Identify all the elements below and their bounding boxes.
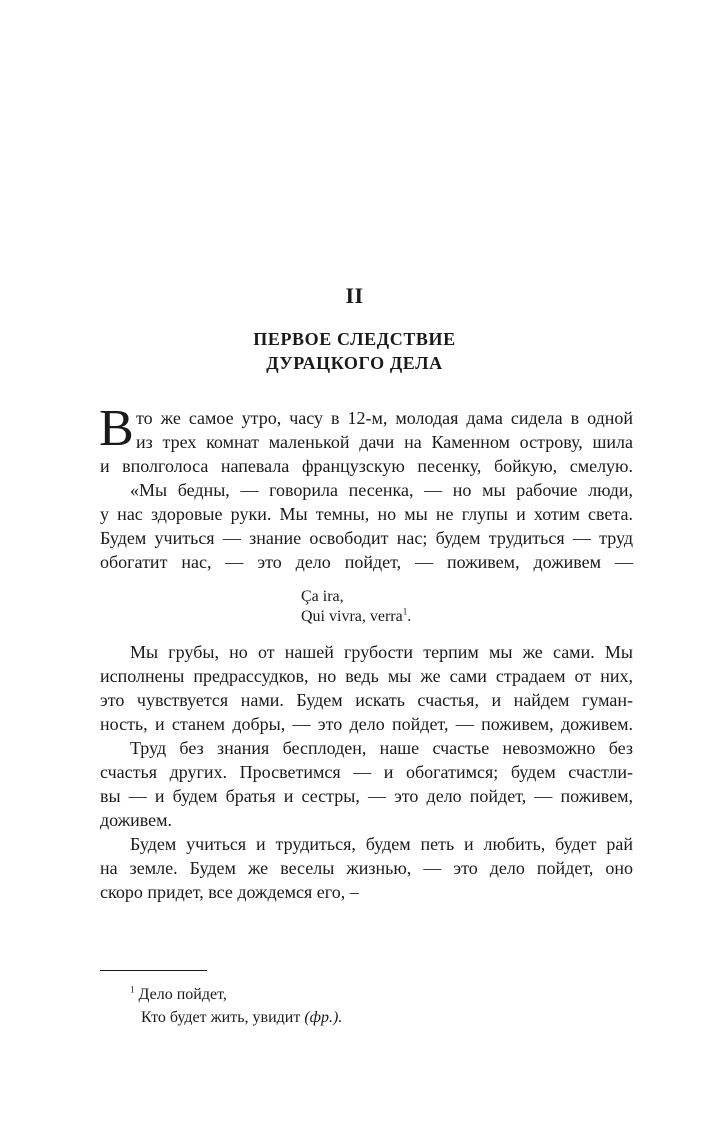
text-line: это чувствуется нами. Будем искать счастья, и найдем гуман- (100, 690, 633, 710)
text-line: то же самое утро, часу в 12-м, молодая дама сидела в одной (136, 408, 633, 428)
footnote-divider (100, 970, 207, 971)
text-line: на земле. Будем же веселы жизнью, — это дело пойдет, оно (100, 858, 633, 878)
text-line: скоро придет, все дождемся его, – (100, 882, 359, 902)
text-line: ность, и станем добры, — это дело пойдет, — поживем, доживем. (100, 714, 633, 734)
text-line: исполнены предрассудков, но ведь мы же сами страдаем от них, (100, 666, 633, 686)
footnote-line-2 (141, 1008, 342, 1028)
text-line: обогатит нас, — это дело пойдет, — поживем, доживем — (100, 552, 633, 572)
text-line: Будем учиться — знание освободит нас; будем трудиться — труд (100, 528, 633, 548)
text-line: у нас здоровые руки. Мы темны, но мы не глупы и хотим света. (100, 504, 633, 524)
text-line: из трех комнат маленькой дачи на Каменном острову, шила (136, 432, 633, 452)
footnote-mark: 1 (130, 984, 135, 995)
verse-line-2 (301, 607, 411, 627)
footnote-reference: 1 (402, 606, 408, 617)
footnote-line-1 (130, 985, 227, 1005)
text-line: «Мы бедны, — говорила песенка, — но мы рабочие люди, (130, 480, 633, 500)
chapter-number: II (345, 283, 364, 308)
text-line: Будем учиться и трудиться, будем петь и любить, будет рай (130, 834, 633, 854)
chapter-title-line-1: ПЕРВОЕ СЛЕДСТВИЕ (253, 329, 456, 349)
text-line: Труд без знания бесплоден, наше счастье невозможно без (130, 738, 633, 758)
text-line: вы — и будем братья и сестры, — это дело пойдет, — поживем, (100, 786, 633, 806)
text-line: доживем. (100, 810, 173, 830)
verse-line-1: Ça ira, (301, 588, 344, 605)
chapter-title-line-2: ДУРАЦКОГО ДЕЛА (266, 353, 443, 373)
footnote-text-1: Дело пойдет, (138, 986, 227, 1003)
footnote-text-2: Кто будет жить, увидит (141, 1009, 301, 1026)
text-line: и вполголоса напевала французскую песенку, бойкую, смелую. (100, 456, 633, 476)
drop-cap: В (99, 400, 134, 457)
verse-line-2-text: Qui vivra, verra (301, 608, 403, 625)
text-line: Мы грубы, но от нашей грубости терпим мы же сами. Мы (130, 642, 633, 662)
footnote-language-note: (фр.). (304, 1009, 343, 1026)
text-line: счастья других. Просветимся — и обогатимся; будем счастли- (100, 762, 633, 782)
verse-line-2-end: . (407, 608, 412, 625)
